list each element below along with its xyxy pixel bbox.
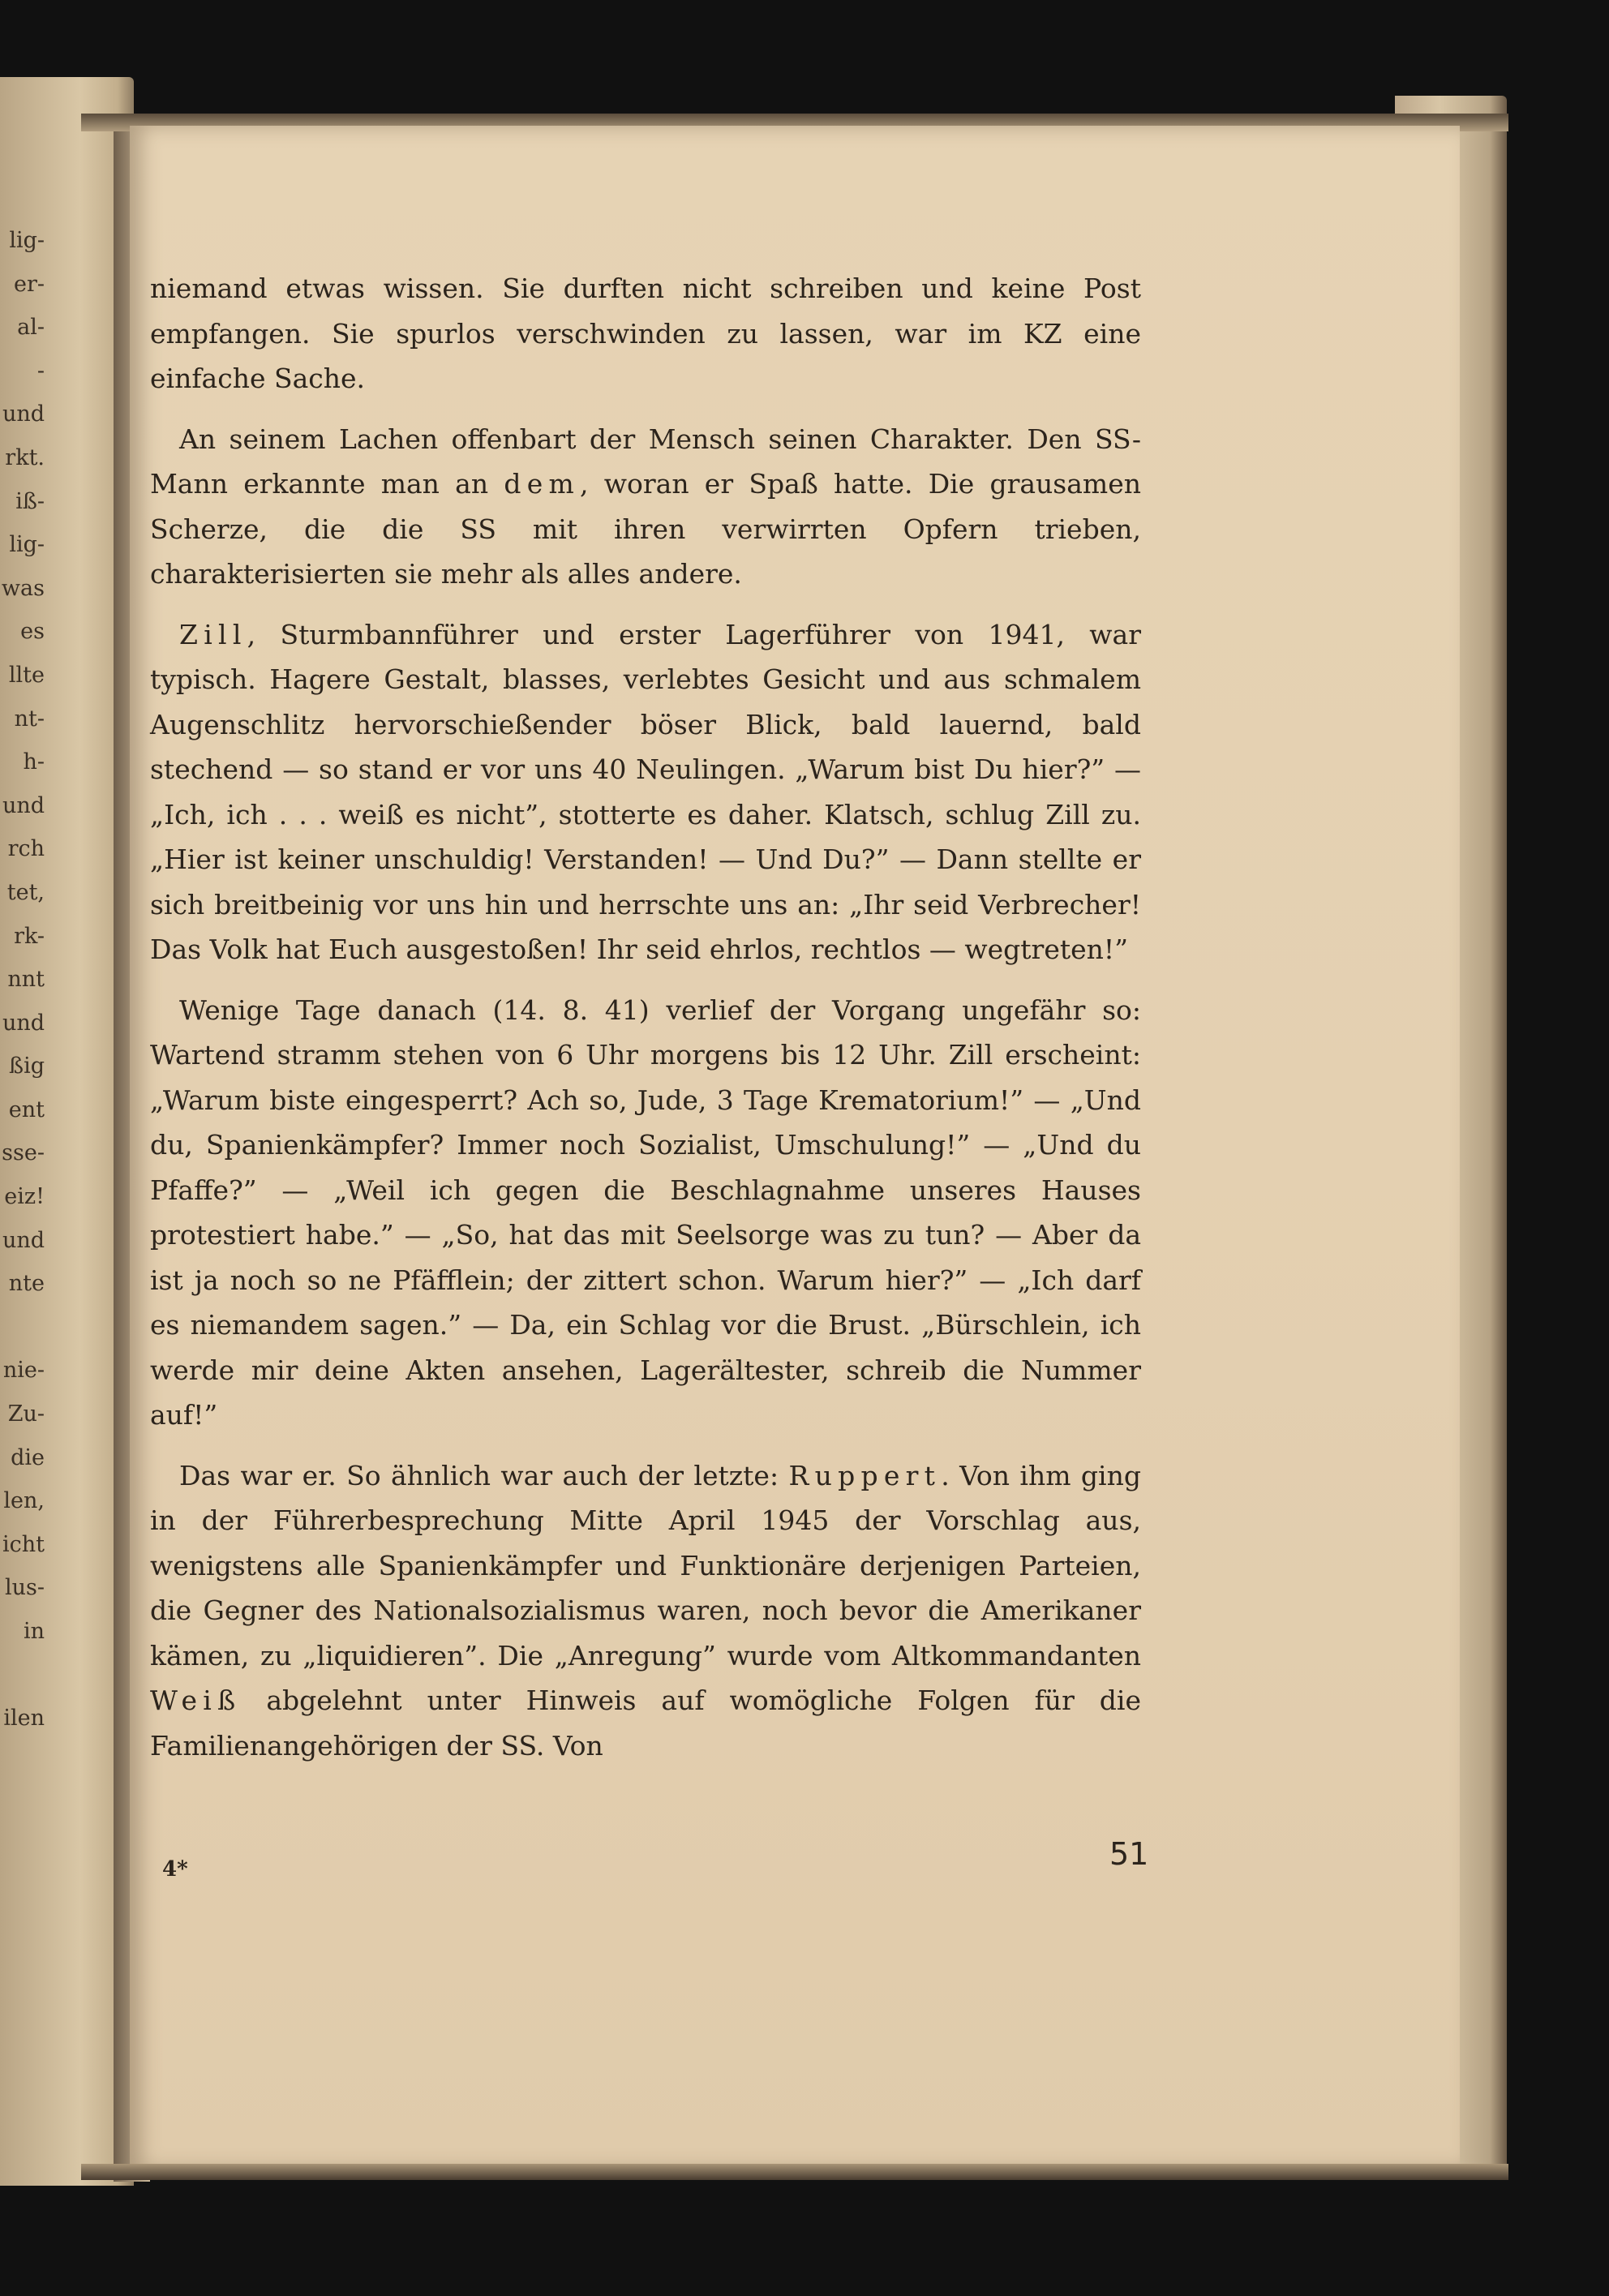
margin-fragment: llte [8,662,45,688]
emphasized-name: Ruppert [788,1459,942,1491]
margin-fragment: er- [13,271,45,297]
margin-fragment: und [2,792,45,818]
text-run: , woran er Spaß hatte. Die grausamen Scherze, die die SS mit ihren verwirrten Opfern trieben, charakterisierten sie mehr als alles andere. [150,468,1141,590]
margin-fragment: und [2,1227,45,1253]
margin-fragment: sse- [2,1140,45,1166]
paragraph [150,1453,1141,1769]
margin-fragment: rch [7,836,45,862]
margin-fragment: tet, [6,879,45,905]
margin-fragment: rkt. [5,444,45,470]
margin-fragment: al- [17,315,45,341]
margin-fragment: h- [23,749,45,775]
text-run: . Von ihm ging in der Führerbesprechung Mitte April 1945 der Vorschlag aus, wenigstens alle Spanienkämpfer und Funktionäre derjenigen Parteien, die Gegner des Nationalsozialismus waren, noch bevor die Amerikaner kämen, zu „liquidieren”. Die „Anregung” wurde vom Altkommandanten [150,1459,1141,1672]
paragraph [150,417,1141,597]
text-run: An seinem Lachen offenbart der Mensch seinen Charakter. Den SS-Mann erkannte man an [150,423,1141,500]
margin-fragment: lig- [9,228,45,253]
margin-fragment: ent [8,1097,45,1122]
margin-fragment: lig- [9,532,45,558]
margin-fragment: in [23,1619,45,1644]
page-bottom-shadow [81,2164,1508,2180]
margin-fragment [0,1306,45,1350]
left-page-margin-text [0,219,45,1740]
text-run: niemand etwas wissen. Sie durften nicht schreiben und keine Post empfangen. Sie spurlos verschwinden zu lassen, war im KZ eine einfache Sache. [150,273,1141,394]
emphasized-name: Zill [179,618,247,650]
margin-fragment: und [2,401,45,427]
margin-fragment: es [20,619,45,645]
margin-fragment: - [36,358,45,384]
margin-fragment: icht [2,1531,45,1557]
margin-fragment: nt- [14,706,45,732]
text-run: abgelehnt unter Hinweis auf womögliche Folgen für die Familienangehörigen der SS. Von [150,1684,1141,1762]
page-number: 51 [1109,1836,1149,1872]
margin-fragment: und [2,1010,45,1036]
margin-fragment: ßig [9,1054,45,1079]
margin-fragment: iß- [15,488,45,514]
paragraph [150,988,1141,1438]
margin-fragment: ilen [3,1706,45,1732]
body-text [150,266,1141,1783]
signature-mark: 4* [162,1857,188,1882]
margin-fragment: was [1,575,45,601]
text-run: , Sturmbannführer und erster Lagerführer von 1941, war typisch. Hagere Gestalt, blasses, verlebtes Gesicht und aus schmalem Augenschlitz hervorschießender böser Blick, bald lauernd, bald stechend — so stand er vor uns 40 Neulingen. „Warum bist Du hier?” — „Ich, ich . . . weiß es nicht”, stotterte es daher. Klatsch, schlug Zill zu. „Hier ist keiner unschuldig! Verstanden! — Und Du?” — Dann stellte er sich breitbeinig vor uns hin und herrschte uns an: „Ihr seid Verbrecher! Das Volk hat Euch ausgestoßen! Ihr seid ehrlos, rechtlos — wegtreten!” [150,618,1141,965]
paragraph [150,612,1141,972]
margin-fragment: nte [8,1271,45,1297]
margin-fragment: rk- [14,923,45,949]
margin-fragment: Zu- [7,1401,45,1427]
margin-fragment: nnt [7,967,45,993]
text-run: Das war er. So ähnlich war auch der letzte: [179,1459,789,1491]
margin-fragment: die [11,1444,45,1470]
margin-fragment: len, [3,1488,45,1514]
emphasized-name: dem [504,468,581,500]
margin-fragment [0,1654,45,1697]
emphasized-name: Weiß [150,1684,242,1716]
margin-fragment: eiz! [4,1184,45,1210]
text-run: Wenige Tage danach (14. 8. 41) verlief der Vorgang ungefähr so: Wartend stramm stehen von 6 Uhr morgens bis 12 Uhr. Zill erscheint: „Warum biste eingesperrt? Ach so, Jude, 3 Tage Krematorium!” — „Und du, Spanienkämpfer? Immer noch Sozialist, Umschulung!” — „Und du Pfaffe?” — „Weil ich gegen die Beschlagnahme unseres Hauses protestiert habe.” — „So, hat das mit Seelsorge was zu tun? — Aber da ist ja noch so ne Pfäfflein; der zittert schon. Warum hier?” — „Ich darf es niemandem sagen.” — Da, ein Schlag vor die Brust. „Bürschlein, ich werde mir deine Akten ansehen, Lagerältester, schreib die Nummer auf!” [150,994,1141,1431]
margin-fragment: lus- [4,1575,45,1601]
paragraph [150,266,1141,401]
margin-fragment: nie- [2,1358,45,1384]
